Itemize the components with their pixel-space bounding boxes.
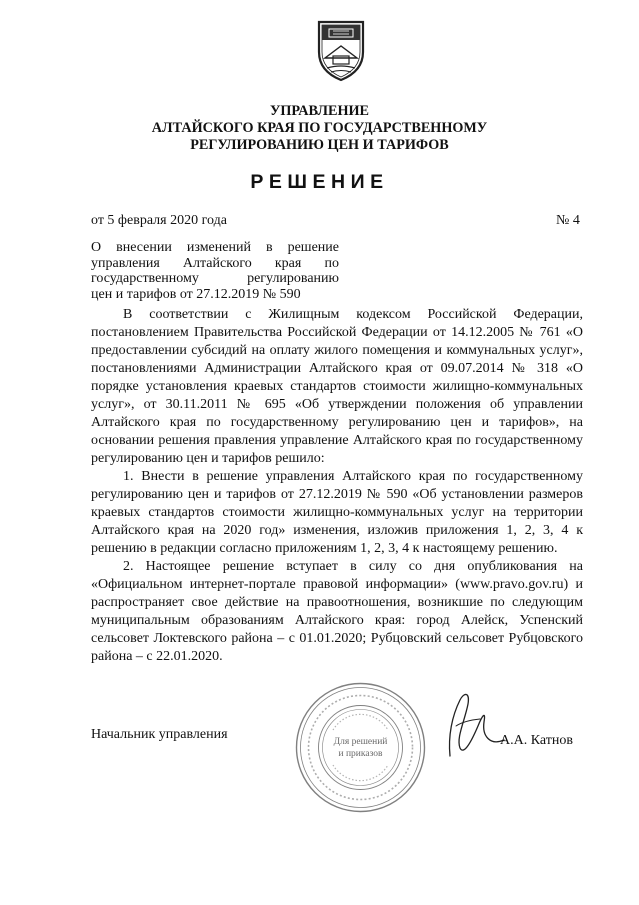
issuer-line-2: АЛТАЙСКОГО КРАЯ ПО ГОСУДАРСТВЕННОМУ <box>151 120 488 136</box>
official-stamp <box>293 680 428 815</box>
stamp-center-line-2: и приказов <box>338 749 383 759</box>
signatory-title: Начальник управления <box>91 727 228 742</box>
issuer-line-1: УПРАВЛЕНИЕ <box>269 103 370 119</box>
subject-line-4: цен и тарифов от 27.12.2019 № 590 <box>91 286 301 302</box>
preamble-paragraph: В соответствии с Жилищным кодексом Российской Федерации, постановлением Правительства Российской Федерации от 14.12.2005 № 761 «О предоставлении субсидий на оплату жилого помещения и коммунальных услуг», постановлениями Администрации Алтайского края от 09.07.2014 № 318 «О порядке установления краевых стандартов стоимости жилищно-коммунальных услуг», от 30.11.2011 № 695 «Об утверждении положения об управлении Алтайского края по государственному регулированию цен и тарифов», на основании решения правления управление Алтайского края по государственному регулированию цен и тарифов решило: <box>91 307 583 466</box>
stamp-center-line-1: Для решений <box>333 737 388 747</box>
document-date: от 5 февраля 2020 года <box>91 213 227 228</box>
document-body <box>91 306 583 666</box>
document-number: № 4 <box>556 213 580 228</box>
handwritten-signature <box>420 686 510 766</box>
subject-line-2: управления Алтайского края по <box>91 255 339 271</box>
subject-line-1: О внесении изменений в решение <box>91 240 339 255</box>
clause-2-paragraph: 2. Настоящее решение вступает в силу со дня опубликования на «Официальном интернет-портале правовой информации» (www.pravo.gov.ru) и распространяет свое действие на правоотношения, возникшие по следующим муниципальным образованиям Алтайского края: город Алейск, Успенский сельсовет Локтевского района – с 01.01.2020; Рубцовский сельсовет Рубцовского района – с 22.01.2020. <box>91 559 583 664</box>
issuer-header <box>0 103 639 154</box>
subject-line-3: государственному регулированию <box>91 271 339 287</box>
coat-of-arms-emblem <box>313 18 369 82</box>
document-subject <box>91 240 339 302</box>
signatory-name: А.А. Катнов <box>500 733 573 748</box>
document-type-title: РЕШЕНИЕ <box>250 171 389 193</box>
clause-1-paragraph: 1. Внести в решение управления Алтайского края по государственному регулированию цен и тарифов от 27.12.2019 № 590 «Об установлении размеров краевых стандартов стоимости жилищно-коммунальных услуг на территории Алтайского края на 2020 год» изменения, изложив приложения 1, 2, 3, 4 к решению в редакции согласно приложениям 1, 2, 3, 4 к настоящему решению. <box>91 469 583 556</box>
issuer-line-3: РЕГУЛИРОВАНИЮ ЦЕН И ТАРИФОВ <box>190 137 449 153</box>
